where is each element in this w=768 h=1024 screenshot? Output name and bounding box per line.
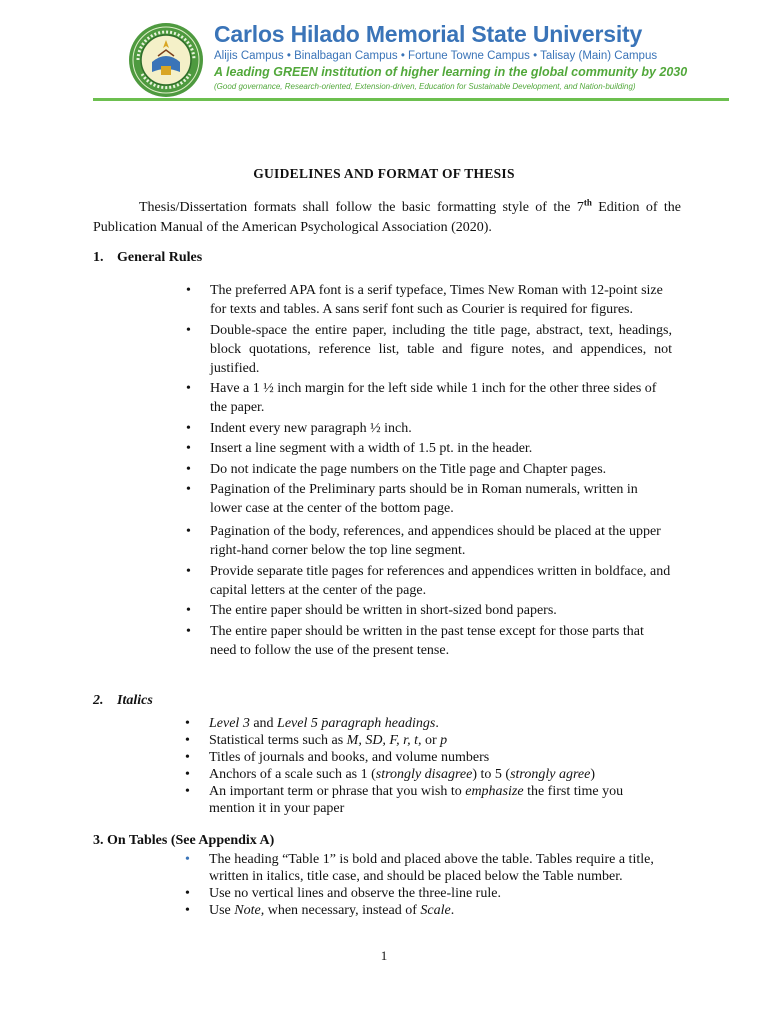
list-item: • Have a 1 ½ inch margin for the left side while 1 inch for the other three sides of the paper. <box>186 381 657 415</box>
bullet-icon: • <box>185 716 190 731</box>
list-item: • Use Note, when necessary, instead of Scale. <box>185 903 455 918</box>
intro-text-part2: Edition of the Publication Manual of the American Psychological Association (2020). <box>93 200 681 235</box>
bullet-icon: • <box>185 852 190 867</box>
university-name: Carlos Hilado Memorial State University <box>214 21 643 47</box>
list-item: • The heading “Table 1” is bold and placed above the table. Tables require a title, written in italics, title case, and should be placed below the Table number. <box>185 852 654 884</box>
section-heading-tables: 3. On Tables (See Appendix A) <box>93 833 275 848</box>
bullet-icon: • <box>186 441 191 456</box>
section-number: 1. <box>93 250 104 265</box>
list-item: • The entire paper should be written in the past tense except for those parts that need to follow the use of the present tense. <box>186 623 644 658</box>
section-number: 2. <box>93 693 104 708</box>
bullet-icon: • <box>186 283 191 298</box>
section-heading-italics <box>93 693 153 709</box>
list-item: • The entire paper should be written in short-sized bond papers. <box>186 603 557 618</box>
bullet-icon: • <box>186 461 191 477</box>
bullet-icon: • <box>186 420 191 436</box>
list-item: • Titles of journals and books, and volume numbers <box>185 750 490 765</box>
document-title: GUIDELINES AND FORMAT OF THESIS <box>253 166 515 181</box>
list-item: • Level 3 and Level 5 paragraph headings. <box>185 716 439 731</box>
bullet-icon: • <box>186 524 191 539</box>
italics-list <box>185 715 671 817</box>
bullet-icon: • <box>185 767 190 782</box>
edition-superscript: th <box>583 197 592 208</box>
general-rules-list <box>186 281 672 661</box>
page-number: 1 <box>380 948 388 963</box>
list-item: • Do not indicate the page numbers on the Title page and Chapter pages. <box>186 461 607 477</box>
section-heading-general-rules <box>93 250 202 266</box>
university-seal-icon <box>128 22 204 98</box>
list-item: • Indent every new paragraph ½ inch. <box>186 420 412 436</box>
bullet-icon: • <box>186 563 191 579</box>
university-subtagline: (Good governance, Research-oriented, Extension-driven, Education for Sustainable Development, and Nation-building) <box>214 82 636 91</box>
tables-list <box>185 851 664 919</box>
list-item: • Use no vertical lines and observe the three-line rule. <box>185 886 501 901</box>
section-title: General Rules <box>117 250 203 265</box>
bullet-icon: • <box>186 603 191 618</box>
list-item: • Double-space the entire paper, including the title page, abstract, text, headings, block quotations, reference list, table and figure notes, and appendices, not justified. <box>186 322 672 376</box>
section-title: Italics <box>117 693 153 708</box>
list-item: • Anchors of a scale such as 1 (strongly disagree) to 5 (strongly agree) <box>185 767 595 782</box>
bullet-icon: • <box>186 322 191 338</box>
campus-list: Alijis Campus • Binalbagan Campus • Fortune Towne Campus • Talisay (Main) Campus <box>214 50 658 62</box>
bullet-icon: • <box>186 623 191 639</box>
list-item: • Statistical terms such as M, SD, F, r, t, or p <box>185 733 448 748</box>
bullet-icon: • <box>185 750 190 765</box>
list-item: • Pagination of the body, references, and appendices should be placed at the upper right-hand corner below the top line segment. <box>186 524 661 558</box>
university-tagline: A leading GREEN institution of higher learning in the global community by 2030 <box>214 65 688 79</box>
bullet-icon: • <box>185 733 190 748</box>
list-item: • An important term or phrase that you wish to emphasize the first time you mention it in your paper <box>185 784 624 816</box>
bullet-icon: • <box>185 886 190 901</box>
list-item: • Pagination of the Preliminary parts should be in Roman numerals, written in lower case at the center of the bottom page. <box>186 482 638 516</box>
list-item: • Insert a line segment with a width of 1.5 pt. in the header. <box>186 441 533 456</box>
header-rule <box>93 98 729 101</box>
bullet-icon: • <box>186 482 191 497</box>
bullet-icon: • <box>185 903 190 918</box>
letterhead <box>0 0 768 104</box>
intro-paragraph <box>93 198 681 237</box>
list-item: • Provide separate title pages for references and appendices written in boldface, and capital letters at the center of the page. <box>186 563 671 598</box>
intro-text-part1: Thesis/Dissertation formats shall follow the basic formatting style of the 7 <box>139 200 584 215</box>
list-item: • The preferred APA font is a serif typeface, Times New Roman with 12-point size for texts and tables. A sans serif font such as Courier is required for figures. <box>186 283 663 317</box>
bullet-icon: • <box>186 381 191 396</box>
bullet-icon: • <box>185 784 190 799</box>
